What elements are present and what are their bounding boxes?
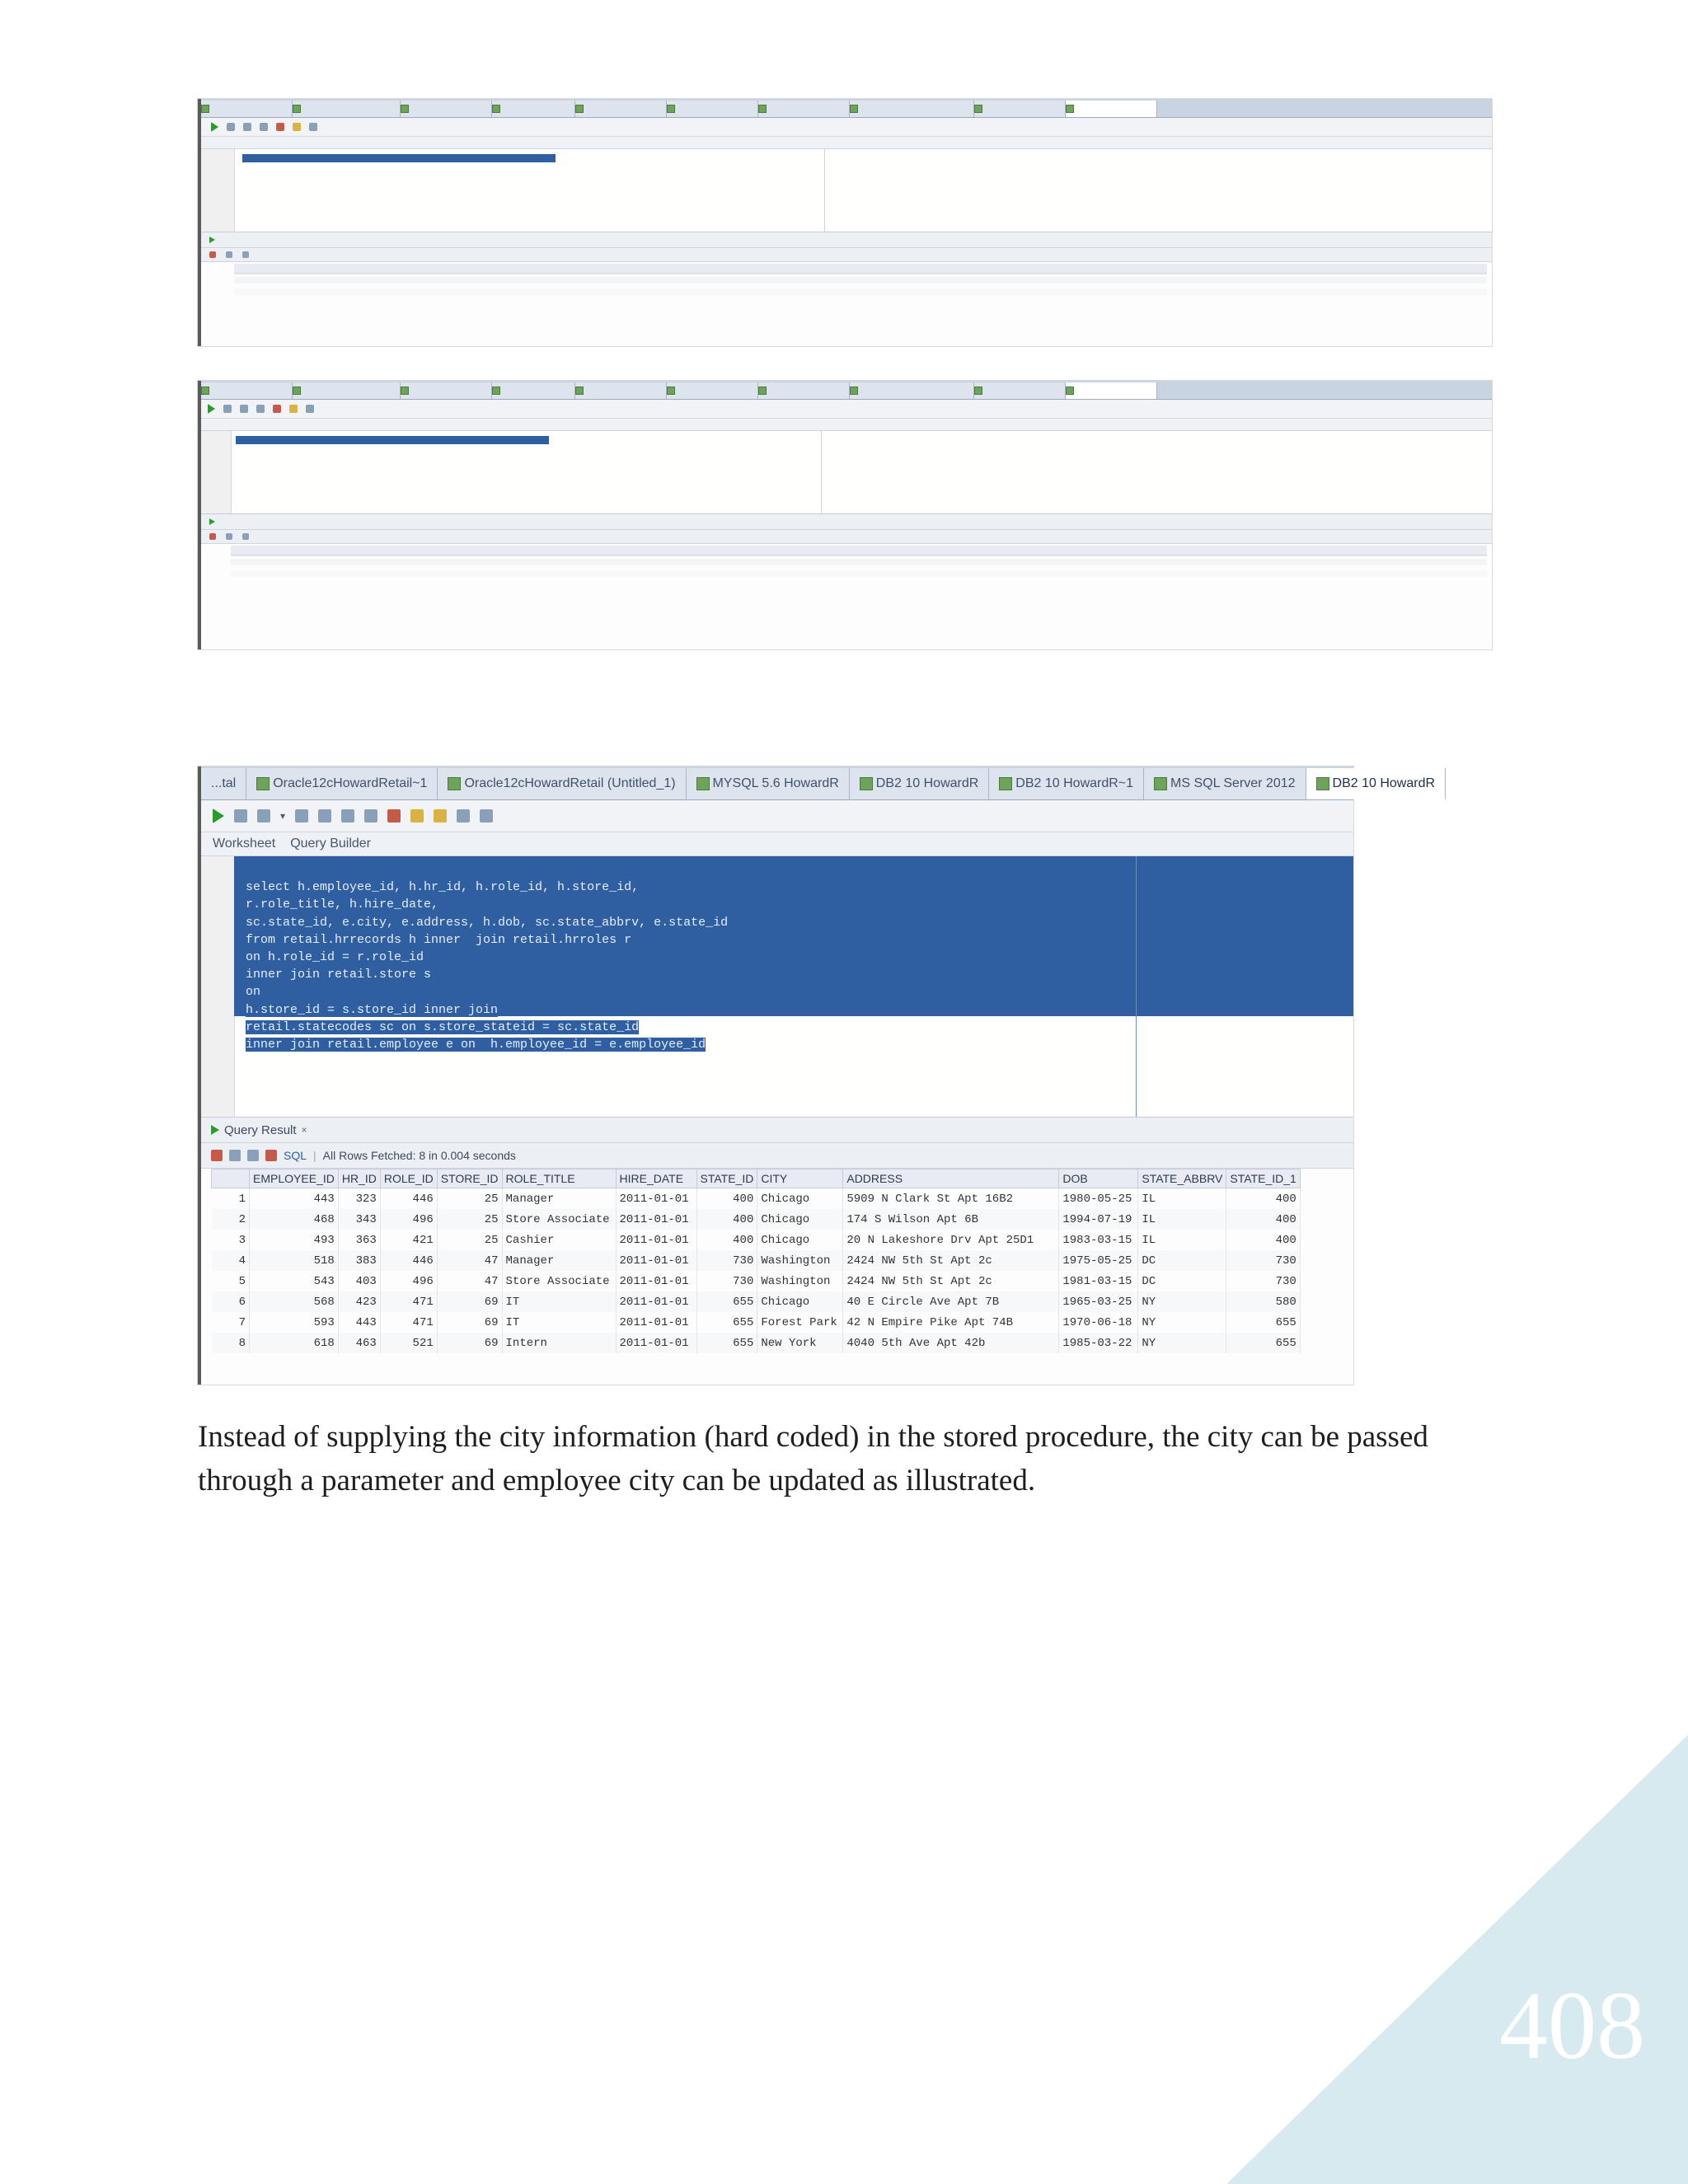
worksheet-subtabs [201,137,1492,149]
editor-margin-line [824,149,825,232]
db-icon [293,387,301,395]
toolbar-icon[interactable] [242,533,249,540]
table-cell[interactable]: DC [1138,1271,1226,1291]
selected-sql-text [236,436,549,444]
table-cell[interactable]: Washington [757,1271,843,1291]
table-cell[interactable]: Manager [502,1188,616,1210]
editor-tab[interactable] [293,382,401,399]
page-number: 408 [1499,1971,1645,2079]
query-result-tab[interactable] [209,518,215,525]
table-cell[interactable]: 655 [1226,1312,1300,1333]
screenshot-sqldev-1 [198,99,1492,346]
column-header[interactable] [212,1169,250,1188]
table-cell[interactable]: 2011-01-01 [616,1271,696,1291]
table-cell[interactable]: 655 [1226,1333,1300,1353]
table-row[interactable] [212,1209,1301,1230]
table-cell[interactable]: 471 [380,1312,437,1333]
table-cell[interactable]: 443 [250,1188,339,1210]
table-cell[interactable]: 496 [380,1209,437,1230]
editor-tab-label: DB2 10 HowardR [1332,776,1436,790]
table-cell[interactable]: 25 [437,1230,502,1250]
result-toolbar [201,248,1492,262]
table-cell[interactable]: IL [1138,1209,1226,1230]
table-cell[interactable]: 2011-01-01 [616,1291,696,1312]
db-icon [1066,387,1074,395]
table-cell[interactable]: Forest Park [757,1312,843,1333]
table-cell[interactable]: Chicago [757,1230,843,1250]
table-cell[interactable]: 25 [437,1188,502,1210]
table-cell[interactable]: 5 [212,1271,250,1291]
tab-query-builder[interactable]: Query Builder [290,837,372,851]
column-header[interactable]: STATE_ABBRV [1138,1169,1226,1188]
run-statement-icon[interactable] [208,404,215,414]
table-cell[interactable]: 2424 NW 5th St Apt 2c [843,1271,1059,1291]
table-row[interactable] [212,1291,1301,1312]
toolbar-icon[interactable] [289,405,298,413]
table-cell[interactable]: 2011-01-01 [616,1230,696,1250]
query-result-tab[interactable] [209,237,215,243]
table-cell[interactable]: 421 [380,1230,437,1250]
toolbar-icon[interactable] [223,405,232,413]
result-tab-bar [201,1118,1353,1143]
editor-tab-bar [201,99,1492,118]
table-cell[interactable]: 400 [1226,1230,1300,1250]
pin-icon[interactable] [211,1150,223,1161]
toolbar-icon[interactable] [293,123,301,131]
toolbar-icon[interactable] [226,251,232,258]
table-cell[interactable]: New York [757,1333,843,1353]
editor-margin-line [821,431,822,513]
rollback-icon[interactable] [364,809,377,823]
table-row[interactable] [212,1271,1301,1291]
db-icon [575,105,584,113]
editor-tab[interactable] [758,101,850,117]
grid-body [212,1188,1301,1354]
column-header[interactable]: STORE_ID [437,1169,502,1188]
table-cell[interactable]: 69 [437,1333,502,1353]
play-icon [209,237,215,243]
editor-tab[interactable] [438,768,686,799]
editor-margin-line [1136,856,1137,1117]
table-cell[interactable]: DC [1138,1250,1226,1271]
editor-tab[interactable] [401,382,492,399]
db-icon [201,387,209,395]
toolbar-icon[interactable] [243,123,251,131]
result-grid-blurred [201,262,1492,336]
table-cell[interactable]: 593 [250,1312,339,1333]
column-header[interactable]: STATE_ID [696,1169,757,1188]
toolbar-icon[interactable] [309,123,317,131]
editor-tab[interactable] [989,768,1144,799]
table-cell[interactable]: 403 [338,1271,380,1291]
db-icon [860,777,873,790]
db-icon [696,777,710,790]
table-cell[interactable]: NY [1138,1312,1226,1333]
editor-tab[interactable] [850,768,990,799]
table-cell[interactable]: 521 [380,1333,437,1353]
toolbar-icon[interactable] [306,405,314,413]
editor-tab[interactable] [687,768,850,799]
editor-tab[interactable] [758,382,850,399]
db-icon [293,105,301,113]
commit-icon[interactable] [257,809,270,823]
table-row[interactable] [212,1250,1301,1271]
table-cell[interactable]: Store Associate [502,1271,616,1291]
screenshot-sqldev-3 [198,766,1436,1385]
table-cell[interactable]: 174 S Wilson Apt 6B [843,1209,1059,1230]
db-icon [667,105,675,113]
db-icon [974,387,982,395]
table-cell[interactable]: 568 [250,1291,339,1312]
table-cell[interactable]: 730 [1226,1271,1300,1291]
table-cell[interactable]: 3 [212,1230,250,1250]
table-cell[interactable]: 1981-03-15 [1059,1271,1138,1291]
table-cell[interactable]: 468 [250,1209,339,1230]
table-cell[interactable]: 4040 5th Ave Apt 42b [843,1333,1059,1353]
table-cell[interactable]: 518 [250,1250,339,1271]
table-cell[interactable]: 5909 N Clark St Apt 16B2 [843,1188,1059,1210]
query-result-tab-label: Query Result [224,1122,297,1137]
db-icon [492,105,500,113]
save-icon[interactable] [234,809,247,823]
sql-line: inner join retail.employee e on h.employee_id = e.employee_id [246,1038,706,1052]
table-cell[interactable]: 2011-01-01 [616,1312,696,1333]
table-cell[interactable]: 1965-03-25 [1059,1291,1138,1312]
grid-header-row [212,1169,1301,1188]
table-cell[interactable]: 69 [437,1291,502,1312]
table-cell[interactable]: 730 [1226,1250,1300,1271]
table-cell[interactable]: 2424 NW 5th St Apt 2c [843,1250,1059,1271]
editor-gutter [201,149,235,232]
sql-line: h.store_id = s.store_id inner join [246,1002,499,1017]
editor-tab-label: Oracle12cHowardRetail (Untitled_1) [464,776,676,790]
table-cell[interactable]: 400 [696,1188,757,1210]
run-statement-icon[interactable] [211,122,218,132]
table-cell[interactable]: 6 [212,1291,250,1312]
table-cell[interactable]: 4 [212,1250,250,1271]
table-cell[interactable]: Chicago [757,1291,843,1312]
editor-tab[interactable] [246,768,438,799]
table-cell[interactable]: 730 [696,1250,757,1271]
explain-plan-icon[interactable] [295,809,308,823]
table-cell[interactable]: 400 [1226,1209,1300,1230]
chevron-down-icon[interactable]: ▾ [280,810,286,822]
export-icon[interactable] [265,1150,277,1161]
db-icon [401,105,409,113]
table-cell[interactable]: 383 [338,1250,380,1271]
table-cell[interactable]: 580 [1226,1291,1300,1312]
table-cell[interactable]: 47 [437,1271,502,1291]
editor-tab[interactable] [492,101,575,117]
table-cell[interactable]: 1985-03-22 [1059,1333,1138,1353]
table-cell[interactable]: 1975-05-25 [1059,1250,1138,1271]
sql-line: on h.role_id = r.role_id [246,950,424,965]
table-row[interactable] [212,1312,1301,1333]
table-cell[interactable]: 446 [380,1188,437,1210]
editor-tab-label: ...tal [211,776,237,790]
fetch-status: All Rows Fetched: 8 in 0.004 seconds [322,1149,516,1162]
db-icon [401,387,409,395]
close-icon[interactable]: × [301,1124,307,1136]
editor-tab[interactable] [293,101,401,117]
editor-tab-label: MS SQL Server 2012 [1170,776,1296,790]
table-cell[interactable]: 363 [338,1230,380,1250]
table-cell[interactable]: 400 [1226,1188,1300,1210]
refresh-icon[interactable] [247,1150,259,1161]
db-icon [758,105,767,113]
play-icon [209,518,215,525]
table-cell[interactable]: 446 [380,1250,437,1271]
editor-tab[interactable] [492,382,575,399]
tab-worksheet[interactable]: Worksheet [213,837,276,851]
editor-tab-label: Oracle12cHowardRetail~1 [273,776,428,790]
result-toolbar [201,530,1492,544]
sql-button[interactable]: SQL [284,1149,307,1162]
sql-line: r.role_title, h.hire_date, [246,898,439,912]
sql-line: sc.state_id, e.city, e.address, h.dob, sc.state_abbrv, e.state_id [246,915,729,930]
editor-tab-label: MYSQL 5.6 HowardR [712,776,839,790]
table-cell[interactable]: 42 N Empire Pike Apt 74B [843,1312,1059,1333]
db-icon [974,105,982,113]
result-tab-bar [201,232,1492,248]
toolbar-icon[interactable] [273,405,281,413]
column-header[interactable]: STATE_ID_1 [1226,1169,1300,1188]
format-icon[interactable] [410,809,424,823]
editor-tab[interactable] [850,382,974,399]
table-cell[interactable]: 471 [380,1291,437,1312]
table-cell[interactable]: 1 [212,1188,250,1210]
result-grid[interactable] [211,1169,1301,1353]
table-cell[interactable]: 25 [437,1209,502,1230]
table-cell[interactable]: 730 [696,1271,757,1291]
pin-icon[interactable] [209,251,216,258]
table-cell[interactable]: 40 E Circle Ave Apt 7B [843,1291,1059,1312]
find-icon[interactable] [480,809,493,823]
print-icon[interactable] [229,1150,241,1161]
editor-tab[interactable] [667,382,758,399]
sql-editor[interactable] [201,856,1353,1118]
db-icon [758,387,767,395]
table-cell[interactable]: 1994-07-19 [1059,1209,1138,1230]
worksheet-subtabs [201,832,1353,856]
column-header[interactable]: EMPLOYEE_ID [250,1169,339,1188]
table-cell[interactable]: NY [1138,1333,1226,1353]
table-cell[interactable]: 2011-01-01 [616,1209,696,1230]
table-cell[interactable]: IL [1138,1188,1226,1210]
column-header[interactable]: ADDRESS [843,1169,1059,1188]
table-cell[interactable]: IL [1138,1230,1226,1250]
table-row[interactable] [212,1333,1301,1353]
table-cell[interactable]: 463 [338,1333,380,1353]
body-paragraph: Instead of supplying the city information (hard coded) in the stored procedure, the city can be passed through a parameter and employee city can be updated as illustrated. [198,1420,1428,1497]
table-cell[interactable]: 655 [696,1333,757,1353]
table-cell[interactable]: Chicago [757,1209,843,1230]
editor-tab-label: DB2 10 HowardR~1 [1015,776,1134,790]
toolbar-icon[interactable] [260,123,268,131]
column-header[interactable]: CITY [757,1169,843,1188]
editor-tab[interactable] [974,382,1066,399]
table-cell[interactable]: IT [502,1312,616,1333]
table-cell[interactable]: Chicago [757,1188,843,1210]
editor-gutter [201,856,235,1117]
table-cell[interactable]: 323 [338,1188,380,1210]
pin-icon[interactable] [209,533,216,540]
db-icon [492,387,500,395]
db-icon [448,777,461,790]
table-cell[interactable]: 496 [380,1271,437,1291]
sql-line: from retail.hrrecords h inner join retail.hrroles r [246,932,632,947]
editor-tab[interactable] [850,101,974,117]
worksheet-toolbar [201,800,1353,832]
table-cell[interactable]: 2011-01-01 [616,1250,696,1271]
table-cell[interactable]: 20 N Lakeshore Drv Apt 25D1 [843,1230,1059,1250]
sql-line: on [246,985,261,1000]
editor-tab-active[interactable] [1066,101,1157,117]
table-cell[interactable]: 343 [338,1209,380,1230]
table-cell[interactable]: 618 [250,1333,339,1353]
sql-code [246,861,728,1053]
result-grid-blurred [201,544,1492,635]
table-cell[interactable]: 2011-01-01 [616,1188,696,1210]
toolbar-divider: | [313,1149,316,1162]
autotrace-icon[interactable] [318,809,331,823]
editor-tab[interactable] [201,382,293,399]
sql-editor[interactable] [201,149,1492,232]
editor-tab-active[interactable] [1066,382,1157,399]
toolbar-icon[interactable] [226,533,232,540]
screenshot-sqldev-2 [198,381,1492,649]
db-icon [1154,777,1167,790]
table-cell[interactable]: 1983-03-15 [1059,1230,1138,1250]
toolbar-icon[interactable] [256,405,265,413]
table-cell[interactable]: 69 [437,1312,502,1333]
table-cell[interactable]: 2011-01-01 [616,1333,696,1353]
column-header[interactable]: DOB [1059,1169,1138,1188]
table-cell[interactable]: 1970-06-18 [1059,1312,1138,1333]
table-cell[interactable]: 400 [696,1230,757,1250]
worksheet-toolbar [201,400,1492,419]
table-cell[interactable]: 400 [696,1209,757,1230]
eraser-icon[interactable] [434,809,447,823]
table-cell[interactable]: Store Associate [502,1209,616,1230]
editor-tab[interactable] [1144,768,1306,799]
db-icon [1066,105,1074,113]
editor-tab[interactable] [201,768,246,799]
table-cell[interactable]: Washington [757,1250,843,1271]
editor-tab-active[interactable] [1306,768,1447,799]
table-cell[interactable]: 47 [437,1250,502,1271]
editor-tab[interactable] [575,101,667,117]
toolbar-icon[interactable] [242,251,249,258]
play-icon [211,1125,219,1135]
table-row[interactable] [212,1188,1301,1210]
table-cell[interactable]: Manager [502,1250,616,1271]
editor-gutter [201,431,232,513]
table-cell[interactable]: 655 [696,1291,757,1312]
sql-tuning-icon[interactable] [387,809,401,823]
editor-tab-bar [201,766,1436,800]
toolbar-icon[interactable] [276,123,284,131]
table-cell[interactable]: 443 [338,1312,380,1333]
sql-line: select h.employee_id, h.hr_id, h.role_id, h.store_id, [246,880,640,895]
toolbar-icon[interactable] [227,123,235,131]
table-cell[interactable]: 8 [212,1333,250,1353]
query-result-tab[interactable] [211,1123,307,1137]
sql-line: retail.statecodes sc on s.store_stateid = sc.state_id [246,1019,640,1034]
db-icon [201,105,209,113]
table-cell[interactable]: NY [1138,1291,1226,1312]
db-icon [575,387,584,395]
editor-tab[interactable] [201,101,293,117]
history-icon[interactable] [457,809,470,823]
table-cell[interactable]: Intern [502,1333,616,1353]
result-grid-container [201,1169,1353,1353]
sql-editor[interactable] [201,431,1492,514]
run-statement-icon[interactable] [213,808,224,823]
db-icon [256,777,270,790]
sql-line: inner join retail.store s [246,968,432,982]
table-cell[interactable]: 423 [338,1291,380,1312]
table-cell[interactable]: 655 [696,1312,757,1333]
editor-tab-bar [201,381,1492,400]
column-header[interactable]: ROLE_ID [380,1169,437,1188]
db-icon [999,777,1012,790]
db-icon [1316,777,1329,790]
column-header[interactable]: ROLE_TITLE [502,1169,616,1188]
db-icon [850,387,858,395]
worksheet-toolbar [201,118,1492,137]
table-row[interactable] [212,1230,1301,1250]
editor-tab-label: DB2 10 HowardR [875,776,979,790]
table-cell[interactable]: Cashier [502,1230,616,1250]
result-tab-bar [201,514,1492,530]
worksheet-subtabs [201,419,1492,431]
column-header[interactable]: HR_ID [338,1169,380,1188]
db-icon [667,387,675,395]
table-cell[interactable]: 543 [250,1271,339,1291]
editor-tab[interactable] [575,382,667,399]
column-header[interactable]: HIRE_DATE [616,1169,696,1188]
commit-transaction-icon[interactable] [341,809,354,823]
editor-tab[interactable] [401,101,492,117]
db-icon [850,105,858,113]
result-toolbar [201,1143,1353,1169]
editor-tab[interactable] [974,101,1066,117]
toolbar-icon[interactable] [240,405,248,413]
selected-sql-text [242,154,556,162]
table-cell[interactable]: 2 [212,1209,250,1230]
table-cell[interactable]: 7 [212,1312,250,1333]
editor-tab[interactable] [667,101,758,117]
table-cell[interactable]: 1980-05-25 [1059,1188,1138,1210]
table-cell[interactable]: 493 [250,1230,339,1250]
table-cell[interactable]: IT [502,1291,616,1312]
